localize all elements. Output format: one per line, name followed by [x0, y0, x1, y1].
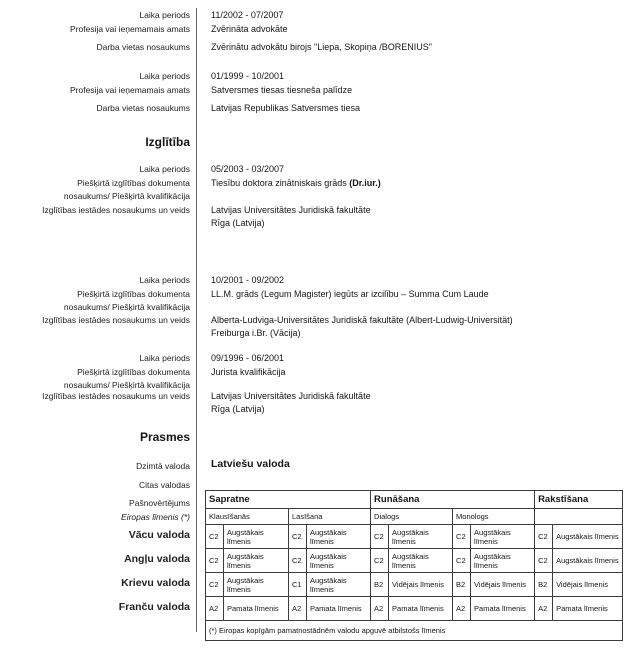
level-name: Augstākais līmenis [307, 549, 371, 573]
education-period: 09/1996 - 06/2001 [211, 353, 285, 363]
level-name: Augstākais līmenis [224, 573, 289, 597]
level-name: Augstākais līmenis [307, 573, 371, 597]
institution-label: Izglītības iestādes nosaukums un veids [42, 315, 190, 325]
work-period: 11/2002 - 07/2007 [211, 10, 284, 20]
level-name: Augstākais līmenis [307, 525, 371, 549]
section-heading-education: Izglītība [145, 135, 190, 149]
period-label: Laika periods [139, 10, 190, 20]
table-group-header-row [206, 491, 623, 509]
group-header-understanding: Sapratne [206, 491, 371, 509]
table-row-russian [206, 573, 623, 597]
level-code: C2 [453, 549, 471, 573]
level-code: C1 [289, 573, 307, 597]
period-label: Laika periods [139, 275, 190, 285]
level-name: Augstākais līmenis [224, 549, 289, 573]
period-label: Laika periods [139, 353, 190, 363]
table-footnote: (*) Eiropas kopīgām pamatnostādnēm valodu apguvē atbilstošs līmenis [206, 621, 623, 641]
sub-header-dialog: Dialogs [371, 509, 453, 525]
qualification-label-line1: Piešķirtā izglītības dokumenta [77, 367, 190, 377]
level-name: Pamata līmenis [471, 597, 535, 621]
qualification-text: Tiesību doktora zinātniskais grāds [211, 178, 350, 188]
table-footnote-row [206, 621, 623, 641]
level-name: Vidējais līmenis [389, 573, 453, 597]
level-code: B2 [371, 573, 389, 597]
table-row-french [206, 597, 623, 621]
level-code: C2 [206, 573, 224, 597]
sub-header-reading: Lasīšana [289, 509, 371, 525]
level-code: A2 [289, 597, 307, 621]
education-location: Rīga (Latvija) [211, 218, 265, 228]
level-name: Augstākais līmenis [471, 525, 535, 549]
education-period: 05/2003 - 03/2007 [211, 164, 285, 174]
education-institution: Latvijas Universitātes Juridiskā fakultāte [211, 205, 371, 215]
table-sub-header-row [206, 509, 623, 525]
column-divider-line [196, 8, 197, 632]
table-row-german [206, 525, 623, 549]
native-language-label: Dzimtā valoda [136, 461, 190, 471]
profession-label: Profesija vai ieņemamais amats [70, 85, 190, 95]
profession-label: Profesija vai ieņemamais amats [70, 24, 190, 34]
level-name: Augstākais līmenis [553, 549, 623, 573]
work-employer: Zvērinātu advokātu birojs "Liepa, Skopiņa /BORENIUS" [211, 42, 432, 52]
level-name: Pamata līmenis [553, 597, 623, 621]
workplace-label: Darba vietas nosaukums [96, 42, 190, 52]
level-name: Augstākais līmenis [389, 525, 453, 549]
education-institution: Latvijas Universitātes Juridiskā fakultāte [211, 391, 371, 401]
level-name: Vidējais līmenis [553, 573, 623, 597]
level-code: C2 [535, 549, 553, 573]
qualification-label-line2: nosaukums/ Piešķirtā kvalifikācija [63, 380, 190, 390]
sub-header-listening: Klausīšanās [206, 509, 289, 525]
language-skills-table [205, 490, 623, 641]
table-row-english [206, 549, 623, 573]
level-code: A2 [371, 597, 389, 621]
level-name: Vidējais līmenis [471, 573, 535, 597]
language-name-label: Vācu valoda [128, 529, 190, 541]
work-role: Satversmes tiesas tiesneša palīdze [211, 85, 353, 95]
education-period: 10/2001 - 09/2002 [211, 275, 285, 285]
group-header-writing: Rakstīšana [535, 491, 623, 509]
group-header-speaking: Runāšana [371, 491, 535, 509]
language-name-label: Franču valoda [118, 601, 190, 613]
european-level-label: Eiropas līmenis (*) [121, 512, 190, 522]
education-qualification: LL.M. grāds (Legum Magister) iegūts ar izcilību – Summa Cum Laude [211, 289, 489, 299]
workplace-label: Darba vietas nosaukums [96, 103, 190, 113]
level-code: C2 [371, 525, 389, 549]
qualification-label-line1: Piešķirtā izglītības dokumenta [77, 178, 190, 188]
level-code: C2 [453, 525, 471, 549]
qualification-label-line1: Piešķirtā izglītības dokumenta [77, 289, 190, 299]
level-code: C2 [535, 525, 553, 549]
level-name: Pamata līmenis [224, 597, 289, 621]
work-role: Zvērināta advokāte [211, 24, 288, 34]
sub-header-monolog: Monologs [453, 509, 535, 525]
education-qualification [211, 178, 381, 189]
other-languages-label: Citas valodas [138, 480, 190, 490]
level-name: Augstākais līmenis [389, 549, 453, 573]
work-period: 01/1999 - 10/2001 [211, 71, 285, 81]
institution-label: Izglītības iestādes nosaukums un veids [42, 391, 190, 401]
level-code: C2 [206, 525, 224, 549]
level-code: C2 [289, 549, 307, 573]
qualification-degree-abbrev: (Dr.iur.) [349, 178, 381, 188]
period-label: Laika periods [139, 164, 190, 174]
level-code: C2 [289, 525, 307, 549]
level-name: Pamata līmenis [307, 597, 371, 621]
level-name: Augstākais līmenis [224, 525, 289, 549]
level-code: A2 [206, 597, 224, 621]
section-heading-skills: Prasmes [139, 430, 190, 444]
qualification-label-line2: nosaukums/ Piešķirtā kvalifikācija [63, 191, 190, 201]
qualification-label-line2: nosaukums/ Piešķirtā kvalifikācija [63, 302, 190, 312]
sub-header-empty [535, 509, 623, 525]
level-code: B2 [535, 573, 553, 597]
level-name: Pamata līmenis [389, 597, 453, 621]
level-code: B2 [453, 573, 471, 597]
level-name: Augstākais līmenis [553, 525, 623, 549]
native-language-value: Latviešu valoda [211, 458, 290, 470]
level-name: Augstākais līmenis [471, 549, 535, 573]
language-name-label: Krievu valoda [121, 577, 190, 589]
level-code: C2 [206, 549, 224, 573]
education-institution: Alberta-Ludviga-Universitātes Juridiskā fakultāte (Albert-Ludwig-Universität) [211, 315, 513, 325]
period-label: Laika periods [139, 71, 190, 81]
level-code: A2 [535, 597, 553, 621]
institution-label: Izglītības iestādes nosaukums un veids [42, 205, 190, 215]
level-code: C2 [371, 549, 389, 573]
education-qualification: Jurista kvalifikācija [211, 367, 286, 377]
education-location: Freiburga i.Br. (Vācija) [211, 328, 301, 338]
self-assessment-label: Pašnovērtējums [129, 498, 190, 508]
level-code: A2 [453, 597, 471, 621]
language-name-label: Angļu valoda [124, 553, 190, 565]
education-location: Rīga (Latvija) [211, 404, 265, 414]
work-employer: Latvijas Republikas Satversmes tiesa [211, 103, 361, 113]
